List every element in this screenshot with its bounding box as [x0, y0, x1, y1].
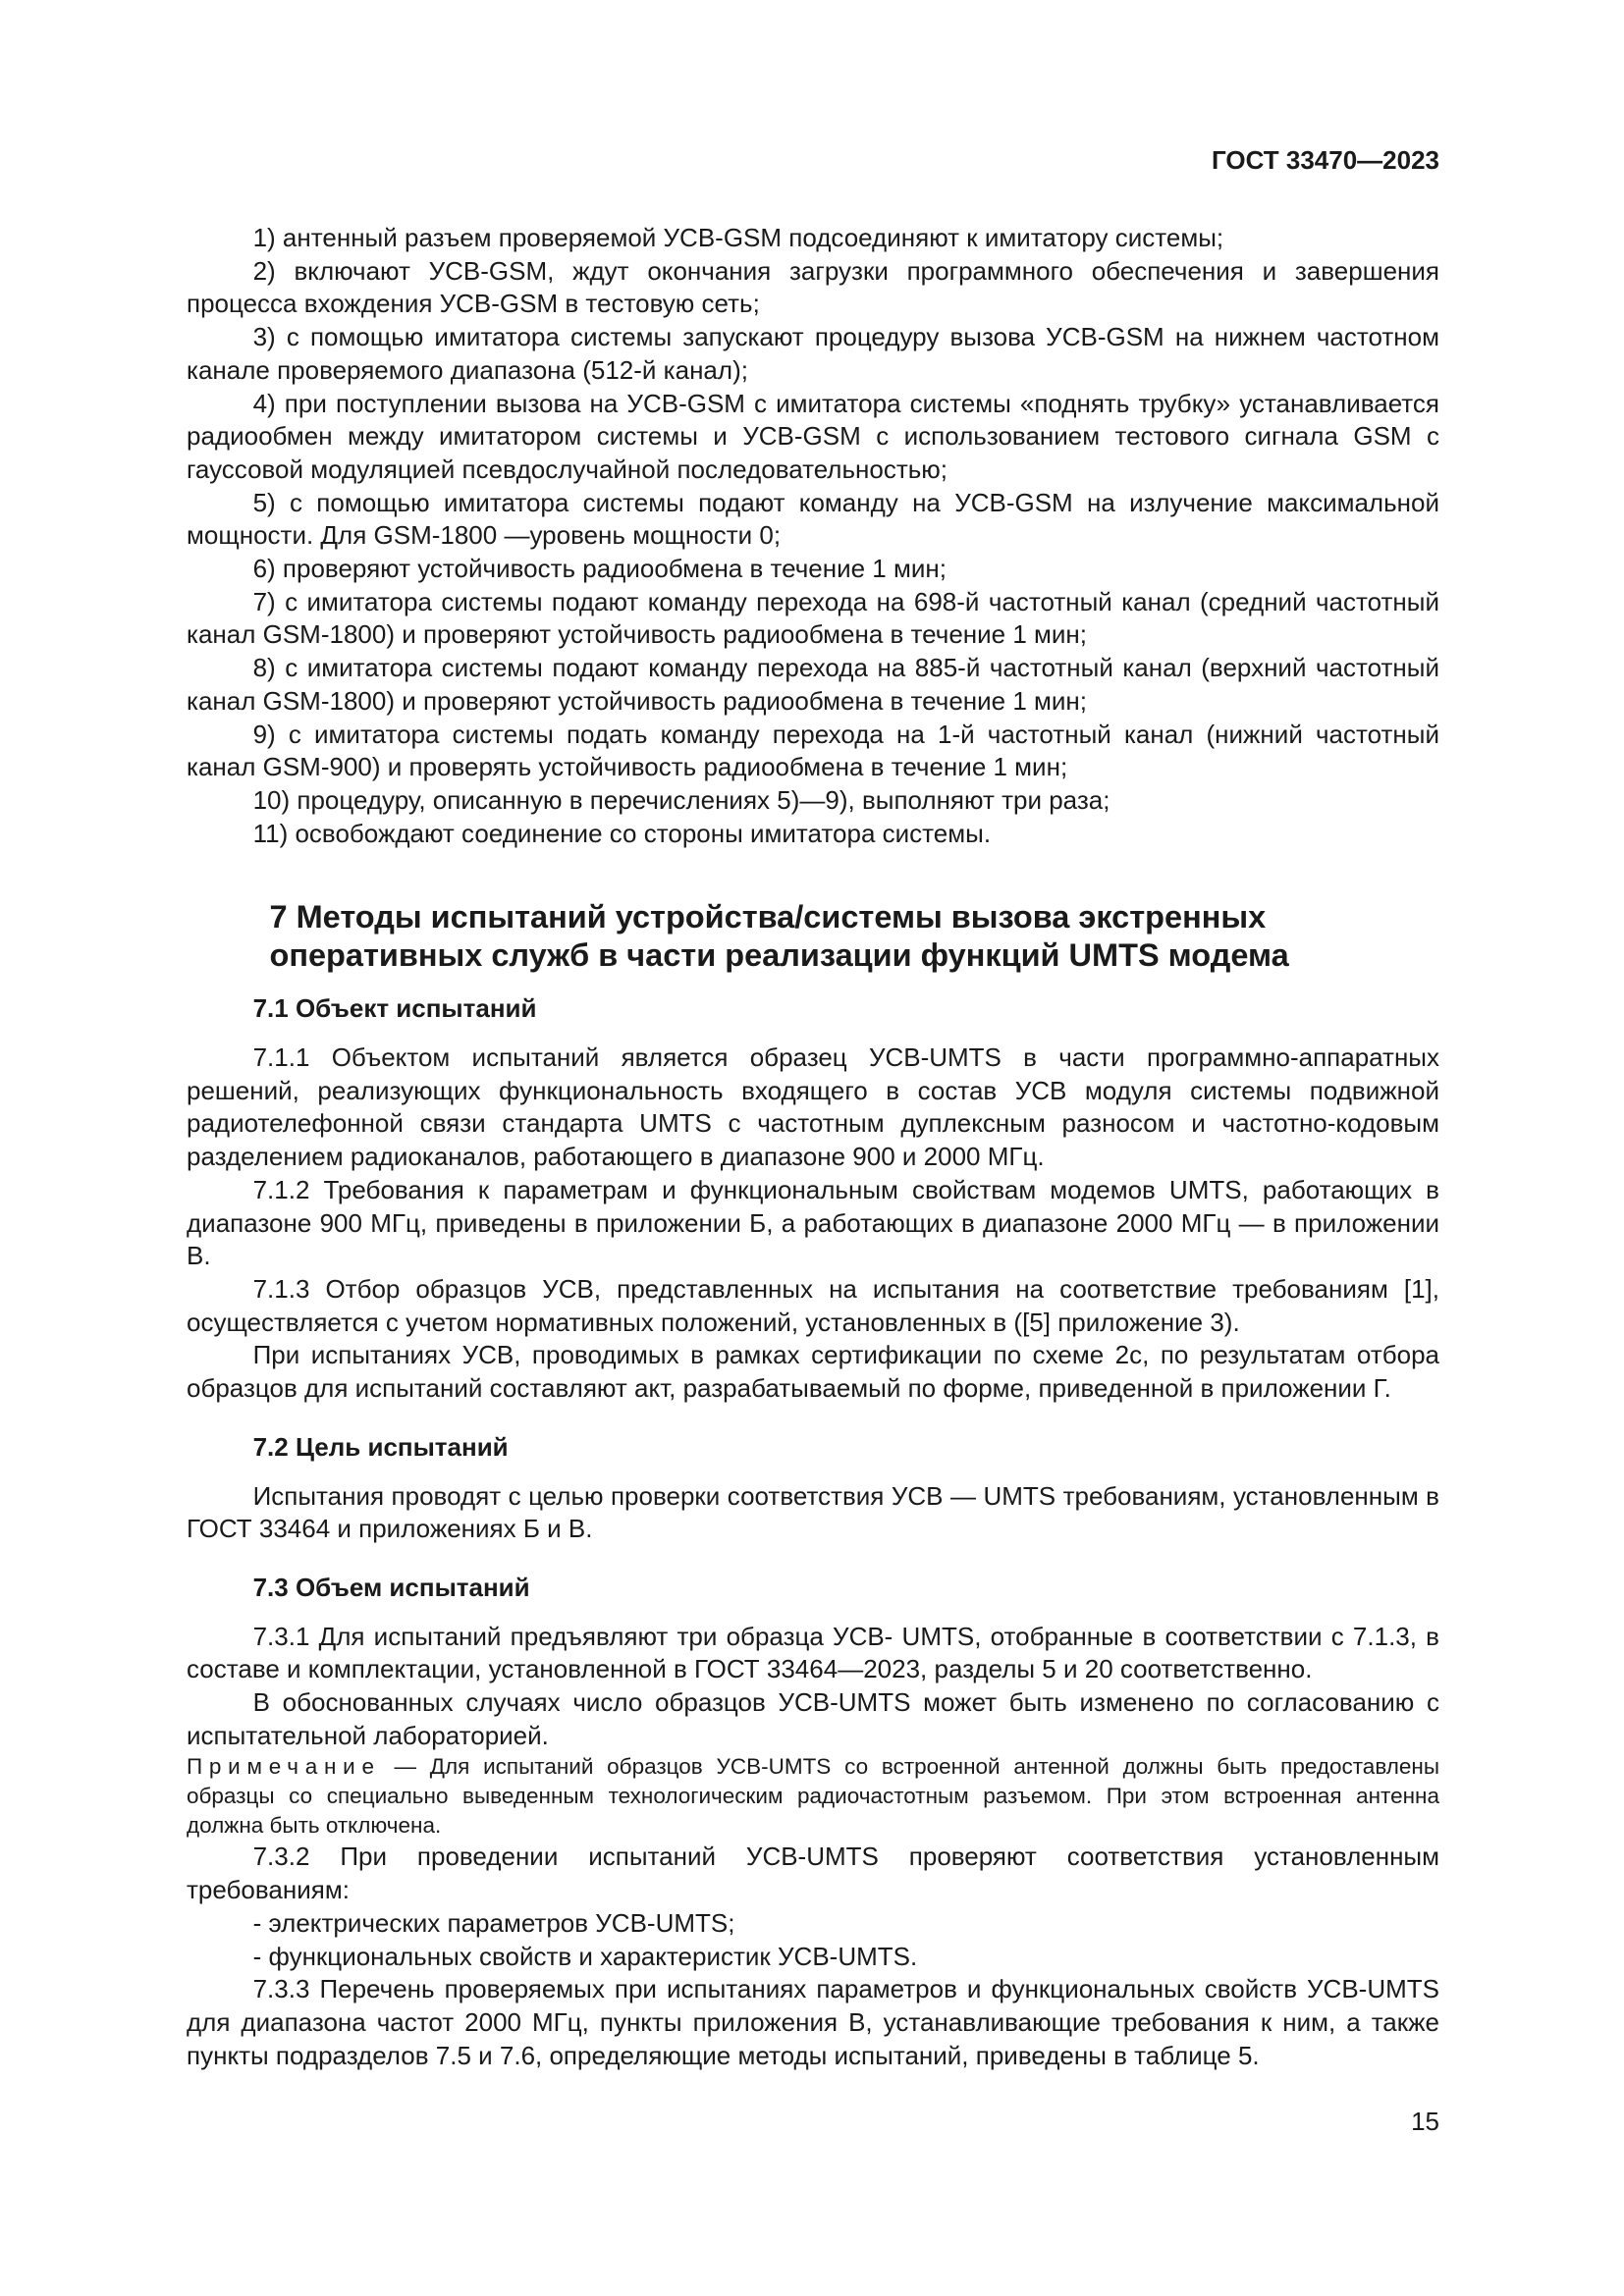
note-block: [187, 1752, 1439, 1841]
page-body: [187, 222, 1439, 2072]
list-item: 1) антенный разъем проверяемой УСВ-GSM подсоединяют к имитатору системы;: [252, 223, 1224, 252]
note-text: — Для испытаний образцов УСВ-UMTS со встроенной антенной должны быть предоставлены образцы со специально выведенным технологическим радиочастотным разъемом. При этом встроенная антенна должна быть отключена.: [187, 1754, 1439, 1839]
paragraph-7-3-1-cont: В обоснованных случаях число образцов УСВ-UMTS может быть изменено по согласованию с испытательной лабораторией.: [187, 1687, 1439, 1750]
paragraph-7-3-3: 7.3.3 Перечень проверяемых при испытаниях параметров и функциональных свойств УСВ-UMTS для диапазона частот 2000 МГц, пункты приложения В, устанавливающие требования к ним, а также пункты подразделов 7.5 и 7.6, определяющие методы испытаний, приведены в таблице 5.: [187, 1974, 1439, 2070]
subsection-7-2-heading: 7.2 Цель испытаний: [252, 1431, 509, 1462]
document-header: ГОСТ 33470—2023: [1212, 145, 1439, 175]
paragraph-7-1-2: 7.1.2 Требования к параметрам и функциональным свойствам модемов UMTS, работающих в диапазоне 900 МГц, приведены в приложении Б, а работающих в диапазоне 2000 МГц — в приложении В.: [187, 1174, 1439, 1271]
list-item: 8) с имитатора системы подают команду перехода на 885-й частотный канал (верхний частотный канал GSM-1800) и проверяют устойчивость радиообмена в течение 1 мин;: [187, 653, 1439, 716]
list-item: 6) проверяют устойчивость радиообмена в течение 1 мин;: [252, 554, 947, 584]
list-item: 2) включают УСВ-GSM, ждут окончания загрузки программного обеспечения и завершения процесса вхождения УСВ-GSM в тестовую сеть;: [187, 255, 1439, 319]
list-item: 4) при поступлении вызова на УСВ-GSM с имитатора системы «поднять трубку» устанавливается радиообмен между имитатором системы и УСВ-GSM с использованием тестового сигнала GSM с гауссовой модуляцией псевдослучайной последовательностью;: [187, 388, 1439, 484]
paragraph-7-1-3: 7.1.3 Отбор образцов УСВ, представленных на испытания на соответствие требованиям [1], осуществляется с учетом нормативных положений, установленных в ([5] приложение 3).: [187, 1273, 1439, 1337]
subsection-7-3-heading: 7.3 Объем испытаний: [252, 1572, 530, 1602]
subsection-7-1-heading: 7.1 Объект испытаний: [252, 993, 537, 1024]
page-number: 15: [1411, 2107, 1439, 2136]
list-item: - электрических параметров УСВ-UMTS;: [252, 1907, 735, 1938]
paragraph-7-1-3-cont: При испытаниях УСВ, проводимых в рамках сертификации по схеме 2с, по результатам отбора образцов для испытаний составляют акт, разрабатываемый по форме, приведенной в приложении Г.: [187, 1340, 1439, 1404]
list-item: 3) с помощью имитатора системы запускают процедуру вызова УСВ-GSM на нижнем частотном канале проверяемого диапазона (512-й канал);: [187, 322, 1439, 385]
section-7-title-line2: оперативных служб в части реализации функций UMTS модема: [269, 937, 1289, 974]
paragraph-7-3-1: 7.3.1 Для испытаний предъявляют три образца УСВ- UMTS, отобранные в соответствии с 7.1.3, в составе и комплектации, установленной в ГОСТ 33464—2023, разделы 5 и 20 соответственно.: [187, 1621, 1439, 1684]
paragraph-7-3-2: 7.3.2 При проведении испытаний УСВ-UMTS проверяют соответствия установленным требованиям:: [187, 1842, 1439, 1905]
list-item: 7) с имитатора системы подают команду перехода на 698-й частотный канал (средний частотный канал GSM-1800) и проверяют устойчивость радиообмена в течение 1 мин;: [187, 586, 1439, 650]
paragraph-7-1-1: 7.1.1 Объектом испытаний является образец УСВ-UMTS в части программно-аппаратных решений, реализующих функциональность входящего в состав УСВ модуля системы подвижной радиотелефонной связи стандарта UMTS с частотным дуплексным разносом и частотно-кодовым разделением радиоканалов, работающего в диапазоне 900 и 2000 МГц.: [187, 1042, 1439, 1172]
paragraph-7-2: Испытания проводят с целью проверки соответствия УСВ — UMTS требованиям, установленным в ГОСТ 33464 и приложениях Б и В.: [187, 1480, 1439, 1544]
section-7-title-line1: 7 Методы испытаний устройства/системы вызова экстренных: [269, 899, 1267, 935]
list-item: - функциональных свойств и характеристик УСВ-UMTS.: [252, 1941, 918, 1971]
list-item: 5) с помощью имитатора системы подают команду на УСВ-GSM на излучение максимальной мощности. Для GSM-1800 —уровень мощности 0;: [187, 487, 1439, 551]
section-7-title: [270, 898, 1440, 975]
list-item: 11) освобождают соединение со стороны имитатора системы.: [252, 818, 992, 848]
list-item: 10) процедуру, описанную в перечислениях 5)—9), выполняют три раза;: [252, 784, 1110, 815]
note-label: Примечание: [187, 1754, 381, 1780]
list-item: 9) с имитатора системы подать команду перехода на 1-й частотный канал (нижний частотный канал GSM-900) и проверять устойчивость радиообмена в течение 1 мин;: [187, 719, 1439, 782]
